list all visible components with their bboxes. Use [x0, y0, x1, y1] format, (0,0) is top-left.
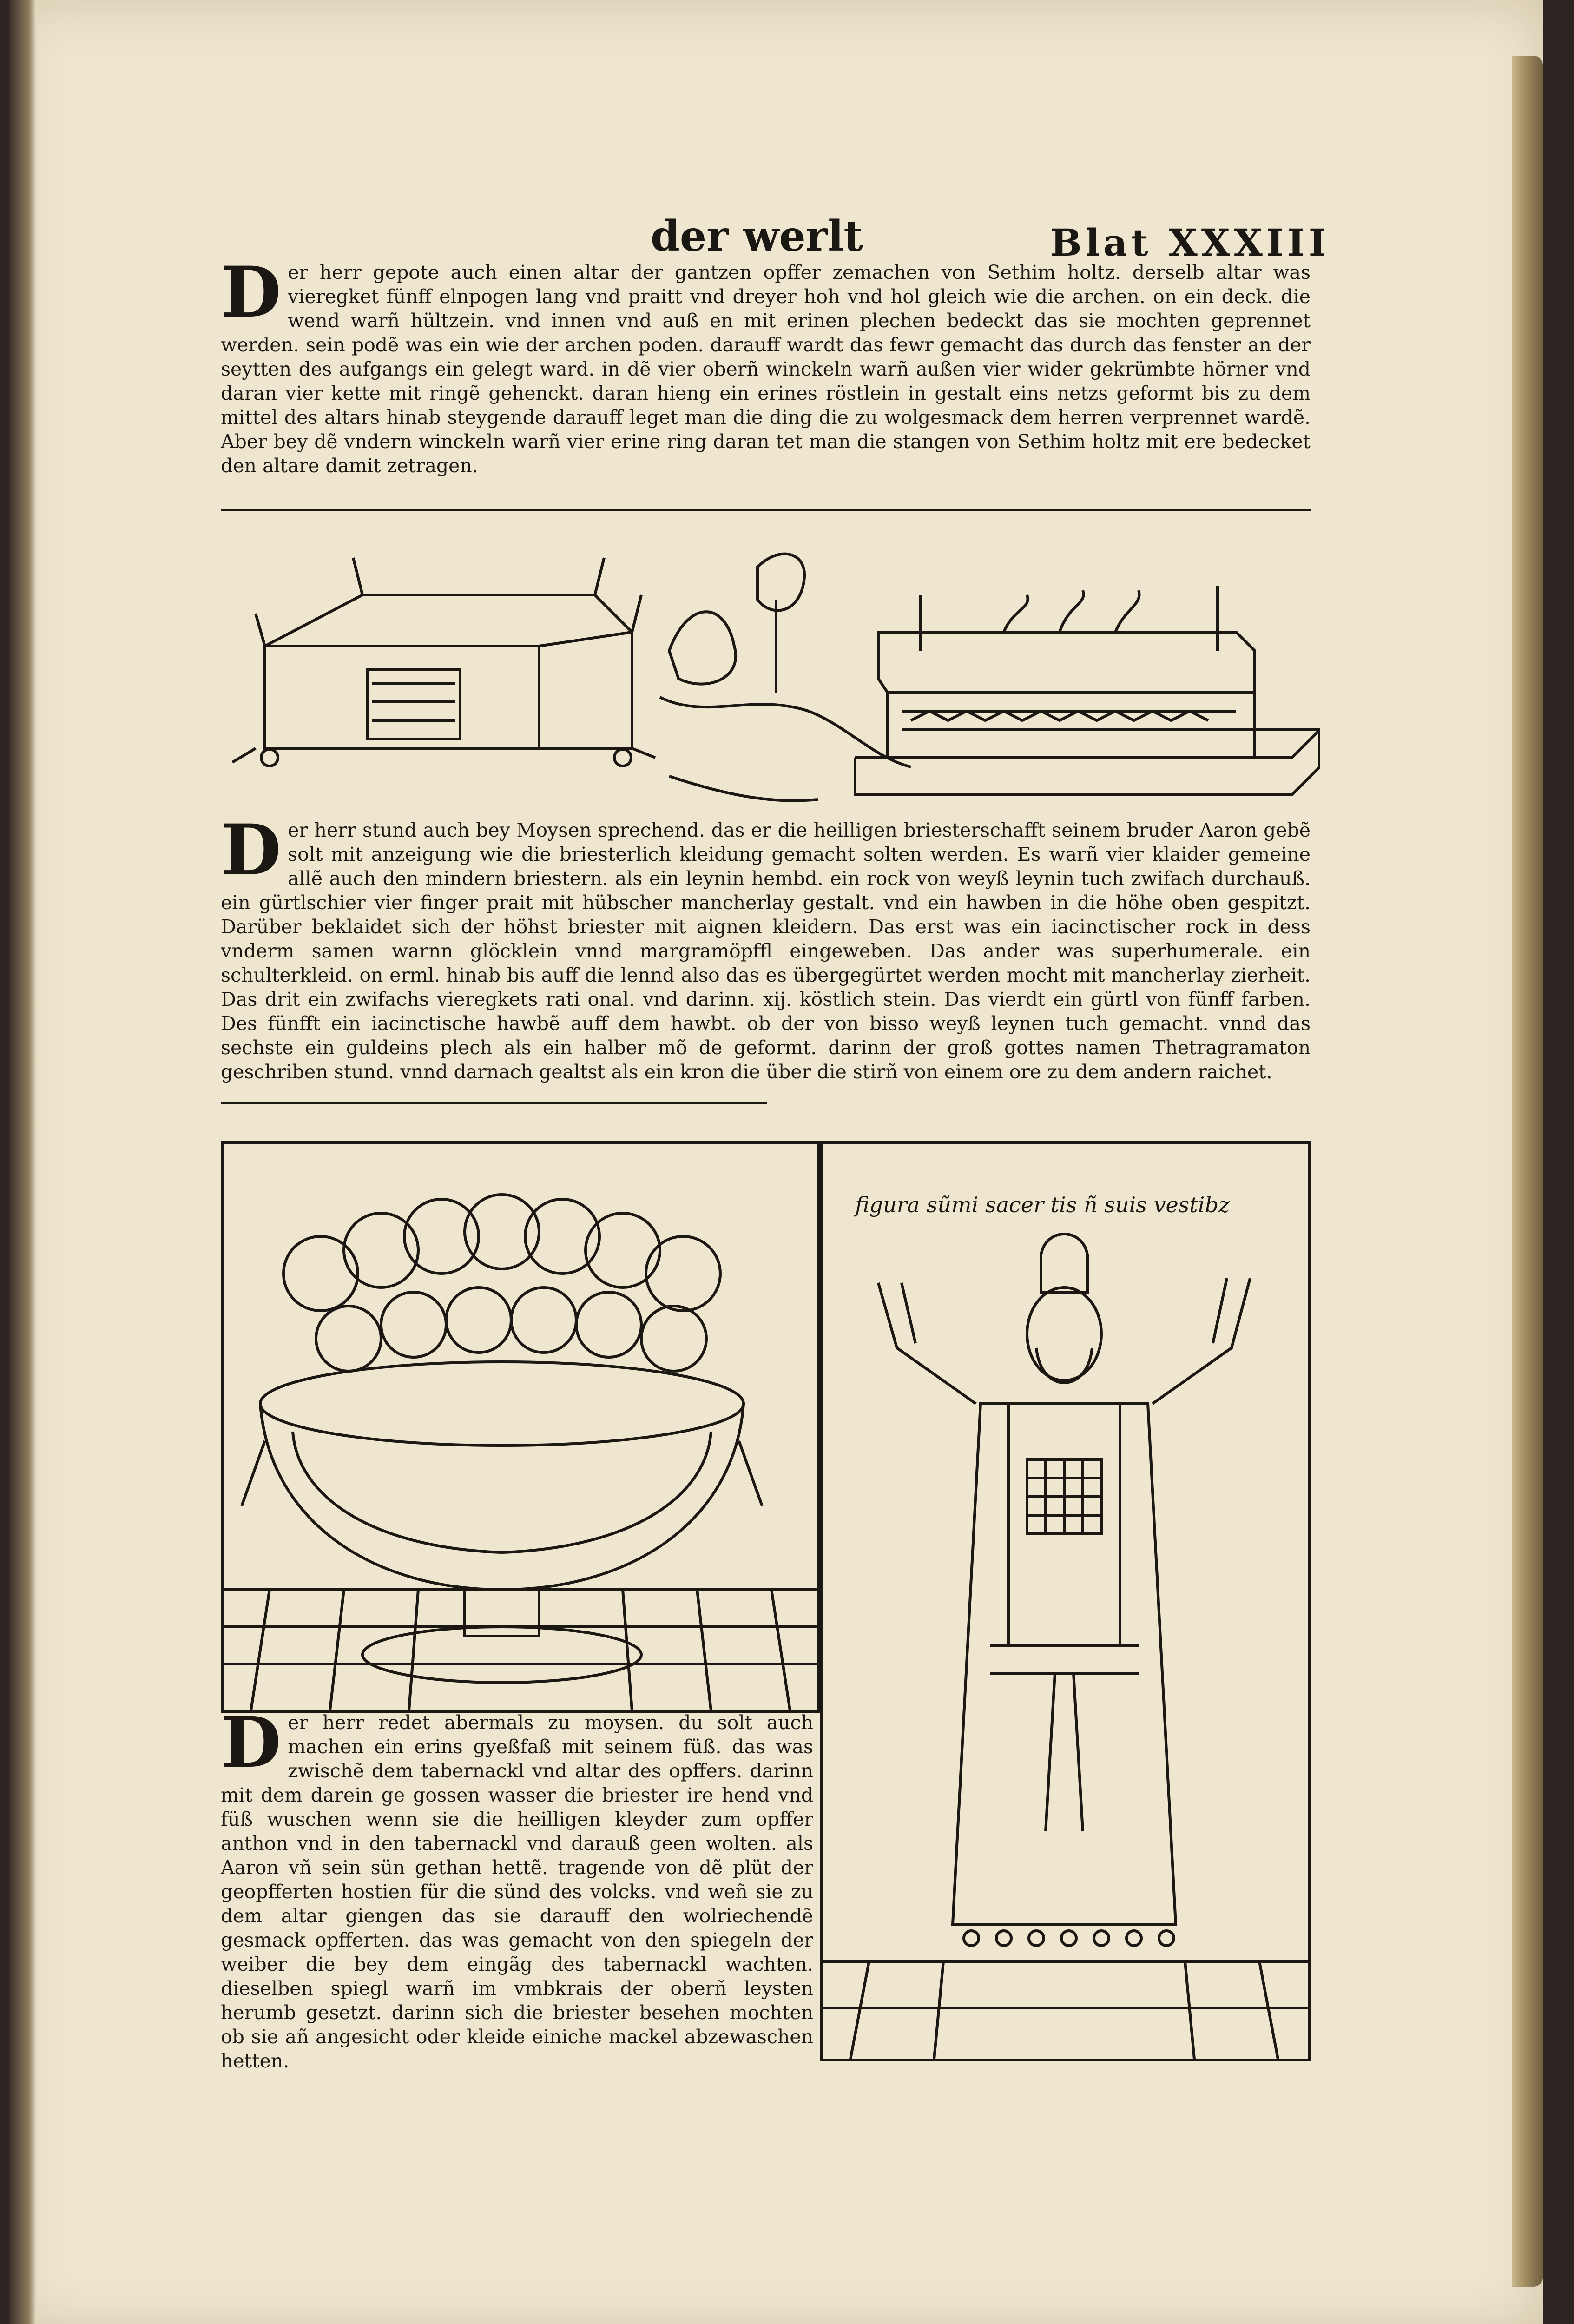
paragraph-text: er herr redet abermals zu moysen. du solt auch machen ein erins gyeßfaß mit seinem füß. das was zwischẽ dem tabernackl vnd altar des opffers. darinn mit dem darein ge gossen wasser die briester ire hend vnd füß wuschen wenn sie die heilligen kleyder zum opffer anthon vnd in den tabernackl vnd darauß geen wolten. als Aaron vñ sein sün gethan hettẽ. tragende von dẽ plüt der geopfferten hostien für die sünd des volcks. vnd weñ sie zu dem altar giengen das sie darauff den wolriechendẽ gesmack opfferten. das was gemacht von den spiegeln der weiber die bey dem eingãg des tabernackl wachten. dieselben spiegl warñ im vmbkrais der oberñ leysten herumb gesetzt. darinn sich die briester besehen mochten ob sie añ angesicht oder kleide einiche mackel abzewaschen hetten. — [221, 1711, 813, 2072]
woodcut-high-priest-illustration — [823, 1227, 1308, 2059]
paragraph-text: er herr stund auch bey Moysen sprechend. das er die heilligen briesterschafft seinem bruder Aaron gebẽ solt mit anzeigung wie die briesterlich kleidung gemacht solten werden. Es warñ vier klaider gemeine allẽ auch den mindern briestern. als ein leynin hembd. ein rock von weyß leynin tuch zwifach durchauß. ein gürtlschier vier finger prait mit hübscher mancherlay gestalt. vnd ein hawben in die höhe oben gespitzt. Darüber beklaidet sich der höhst briester mit aignen kleidern. Das erst was ein iacinctischer rock in dess vnderm samen warnn glöcklein vnnd margramöpffl eingeweben. Das ander was superhumerale. ein schulterkleid. on erml. hinab bis auff die lennd also das es übergegürtet werden mocht mit mancherlay zierheit. Das drit ein zwifachs vieregkets rati onal. vnd darinn. xij. köstlich stein. Das vierdt ein gürtl von fünff farben. Des fünfft ein iacinctische hawbẽ auff dem hawbt. ob der von bisso weyß leynen tuch gemacht. vnnd das sechste ein guldeins plech als ein halber mõ de geformt. darinn der groß gottes namen Thetragramaton geschriben stund. vnnd darnach gealtst als ein kron die über die stirñ von einem ore zu dem andern raichet. — [221, 819, 1311, 1083]
text-block-vestments — [221, 809, 1311, 1106]
text-block-altar — [221, 251, 1311, 502]
divider-rule — [221, 1102, 767, 1104]
paragraph-text: er herr gepote auch einen altar der gantzen opffer zemachen von Sethim holtz. derselb altar was vieregket fünff elnpogen lang vnd praitt vnd dreyer hoh vnd hol gleich wie die archen. on ein deck. die wend warñ hültzein. vnd innen vnd auß en mit erinen plechen bedeckt das sie mochten geprennet werden. sein podẽ was ein wie der archen poden. darauff wardt das fewr gemacht das durch das fenster an der seytten des aufgangs ein gelegt ward. in dẽ vier oberñ winckeln warñ außen vier wider gekrümbte hörner vnd daran vier kette mit ringẽ gehenckt. daran hieng ein erines röstlein in gestalt eins netzs geformt bis zu dem mittel des altars hinab steygende darauff leget man die ding die zu wolgesmack dem herren verprennet wardẽ. Aber bey dẽ vndern winckeln warñ vier erine ring daran tet man die stangen von Sethim holtz mit ere bedecket den altare damit zetragen. — [221, 261, 1311, 477]
text-block-laver — [221, 1702, 813, 2072]
folio-number: Blat XXXIII — [1050, 221, 1330, 264]
woodcut-laver-illustration — [223, 1143, 818, 1710]
book-page — [9, 0, 1543, 2324]
figure-caption: figura sũmi sacer tis ñ suis vestibz — [855, 1192, 1230, 1217]
woodcut-altars-illustration — [214, 525, 1320, 813]
initial-letter: D — [221, 251, 282, 333]
initial-letter: D — [221, 1702, 282, 1783]
page-edge-stack — [1512, 56, 1543, 2287]
divider-rule — [221, 509, 1311, 511]
binding-gutter — [9, 0, 37, 2324]
running-header-left: der werlt — [651, 211, 863, 261]
initial-letter: D — [221, 809, 282, 891]
